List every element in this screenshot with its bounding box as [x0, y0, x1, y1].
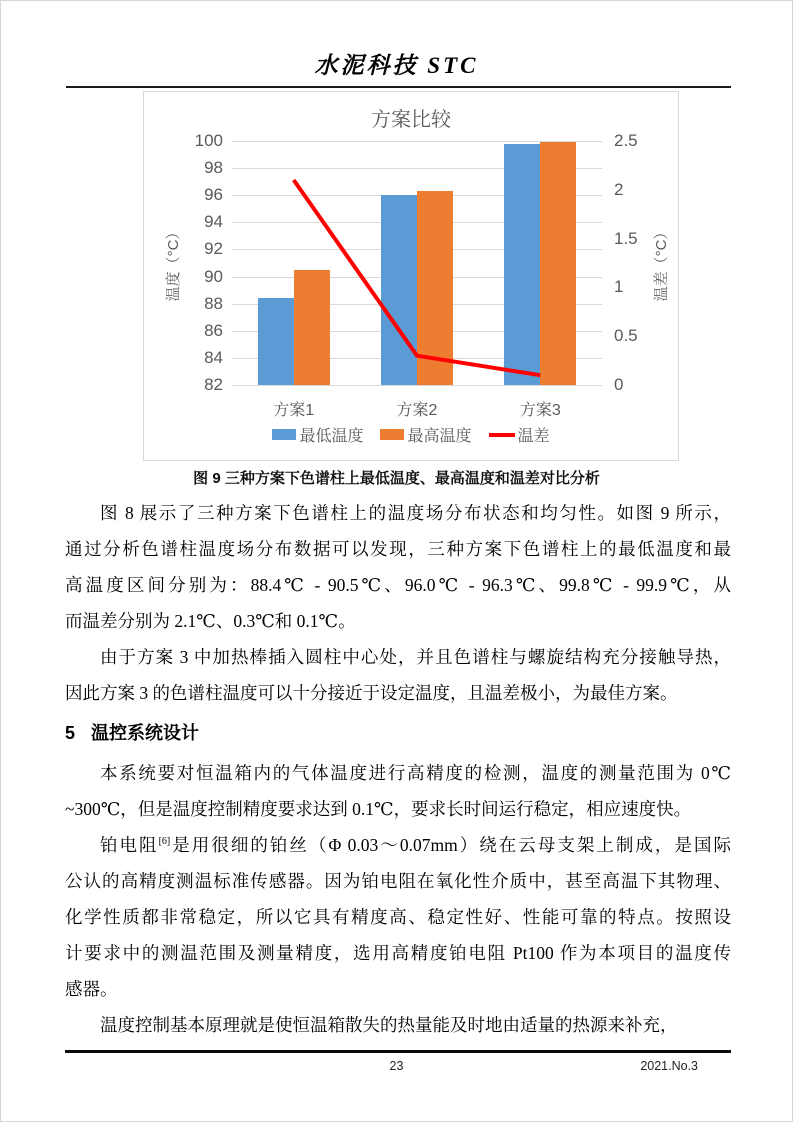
- text-segment: 通过分析色谱柱温度场分布数据可以发现，三种方案下色谱柱上的最低温度和最: [65, 539, 731, 559]
- right-axis-tick-label: 0: [614, 375, 624, 394]
- legend-swatch: [272, 429, 296, 440]
- x-axis-label: 方案1: [273, 402, 315, 419]
- header-rule: [66, 86, 731, 88]
- text-segment: 高温度区间分别为：88.4℃ - 90.5℃、96.0℃ - 96.3℃、99.8℃ - 99.9℃，从: [65, 575, 731, 595]
- text-segment: 公认的高精度测温标准传感器。因为铂电阻在氧化性介质中，甚至高温下其物理、: [65, 871, 731, 891]
- text-segment: 本系统要对恒温箱内的气体温度进行高精度的检测，温度的测量范围为 0℃: [100, 763, 731, 783]
- right-axis-tick-label: 0.5: [614, 326, 638, 346]
- left-axis-tick-label: 82: [204, 375, 223, 394]
- left-axis-tick-label: 90: [204, 266, 223, 286]
- heading-title: 温控系统设计: [91, 723, 200, 743]
- left-axis-tick-label: 96: [204, 185, 223, 205]
- x-axis-label: 方案3: [519, 402, 561, 419]
- left-axis-tick-label: 92: [204, 239, 223, 259]
- chart-legend: [144, 423, 678, 446]
- paragraph: [65, 1007, 731, 1043]
- journal-title: 水泥科技 STC: [314, 53, 479, 78]
- paragraph-line: [65, 899, 731, 935]
- legend-item-最高温度: [380, 423, 471, 446]
- text-segment: 铂电阻: [100, 835, 159, 855]
- x-axis-label: 方案2: [396, 402, 438, 419]
- text-segment: 计要求中的测温范围及测量精度，选用高精度铂电阻 Pt100 作为本项目的温度传: [65, 943, 731, 963]
- footer-issue: 2021.No.3: [640, 1059, 698, 1073]
- text-segment: 化学性质都非常稳定，所以它具有精度高、稳定性好、性能可靠的特点。按照设: [65, 907, 731, 927]
- paragraph-line: [65, 827, 731, 863]
- text-segment: 由于方案 3 中加热棒插入圆柱中心处，并且色谱柱与螺旋结构充分接触导热，: [100, 647, 731, 667]
- paragraph: [65, 755, 731, 827]
- paragraph: [65, 495, 731, 639]
- left-axis-tick-label: 100: [194, 131, 223, 150]
- text-segment-superscript: [6]: [158, 836, 171, 848]
- scheme-comparison-chart: [143, 91, 679, 461]
- left-axis-tick-label: 86: [204, 320, 223, 340]
- right-axis-tick-label: 1: [614, 277, 624, 297]
- left-axis-title: 温度（°C）: [165, 224, 182, 302]
- paragraph: [65, 827, 731, 1007]
- text-segment: 感器。: [65, 979, 118, 999]
- right-axis-tick-label: 2.5: [614, 131, 638, 150]
- legend-item-温差: [489, 423, 550, 446]
- section-heading: [65, 714, 731, 752]
- text-segment: 因此方案 3 的色谱柱温度可以十分接近于设定温度，且温差极小，为最佳方案。: [65, 683, 678, 703]
- left-axis-tick-label: 84: [204, 347, 223, 367]
- paragraph-line: [65, 567, 731, 603]
- paragraph-line: [65, 755, 731, 791]
- text-segment: ~300℃，但是温度控制精度要求达到 0.1℃，要求长时间运行稳定，相应速度快。: [65, 799, 692, 819]
- heading-number: 5: [65, 723, 76, 743]
- paragraph-line: [65, 603, 731, 639]
- paragraph-line: [65, 639, 731, 675]
- paragraph-line: [65, 675, 731, 711]
- right-axis-tick-label: 1.5: [614, 228, 638, 248]
- paragraph-line: [65, 863, 731, 899]
- chart-title: 方案比较: [371, 109, 451, 131]
- text-segment: 是用很细的铂丝（Φ 0.03～0.07mm）绕在云母支架上制成，是国际: [170, 835, 732, 855]
- text-segment: 而温差分别为 2.1℃、0.3℃和 0.1℃。: [65, 611, 356, 631]
- body-text: [65, 495, 731, 1043]
- legend-label: 最高温度: [407, 428, 472, 445]
- paragraph-line: [65, 971, 731, 1007]
- paragraph-line: [65, 935, 731, 971]
- footer-page-number: 23: [389, 1059, 404, 1073]
- legend-swatch: [489, 433, 515, 437]
- paragraph-line: [65, 791, 731, 827]
- paragraph-line: [65, 1007, 731, 1043]
- left-axis-tick-label: 98: [204, 158, 223, 178]
- paragraph-line: [65, 495, 731, 531]
- legend-swatch: [380, 429, 404, 440]
- legend-label: 最低温度: [299, 428, 364, 445]
- line-温差: [232, 141, 602, 385]
- right-axis-tick-label: 2: [614, 179, 624, 199]
- text-segment: 图 8 展示了三种方案下色谱柱上的温度场分布状态和均匀性。如图 9 所示，: [100, 503, 731, 523]
- text-segment: 温度控制基本原理就是使恒温箱散失的热量能及时地由适量的热源来补充，: [100, 1015, 678, 1035]
- paragraph: [65, 639, 731, 711]
- legend-label: 温差: [517, 428, 550, 445]
- gridline: [232, 385, 602, 386]
- figure-caption: 图 9 三种方案下色谱柱上最低温度、最高温度和温差对比分析: [193, 470, 600, 487]
- footer-rule: [65, 1050, 731, 1053]
- left-axis-tick-label: 94: [204, 212, 223, 232]
- left-axis-tick-label: 88: [204, 293, 223, 313]
- legend-item-最低温度: [272, 423, 363, 446]
- right-axis-title: 温差（°C）: [653, 224, 670, 302]
- paragraph-line: [65, 531, 731, 567]
